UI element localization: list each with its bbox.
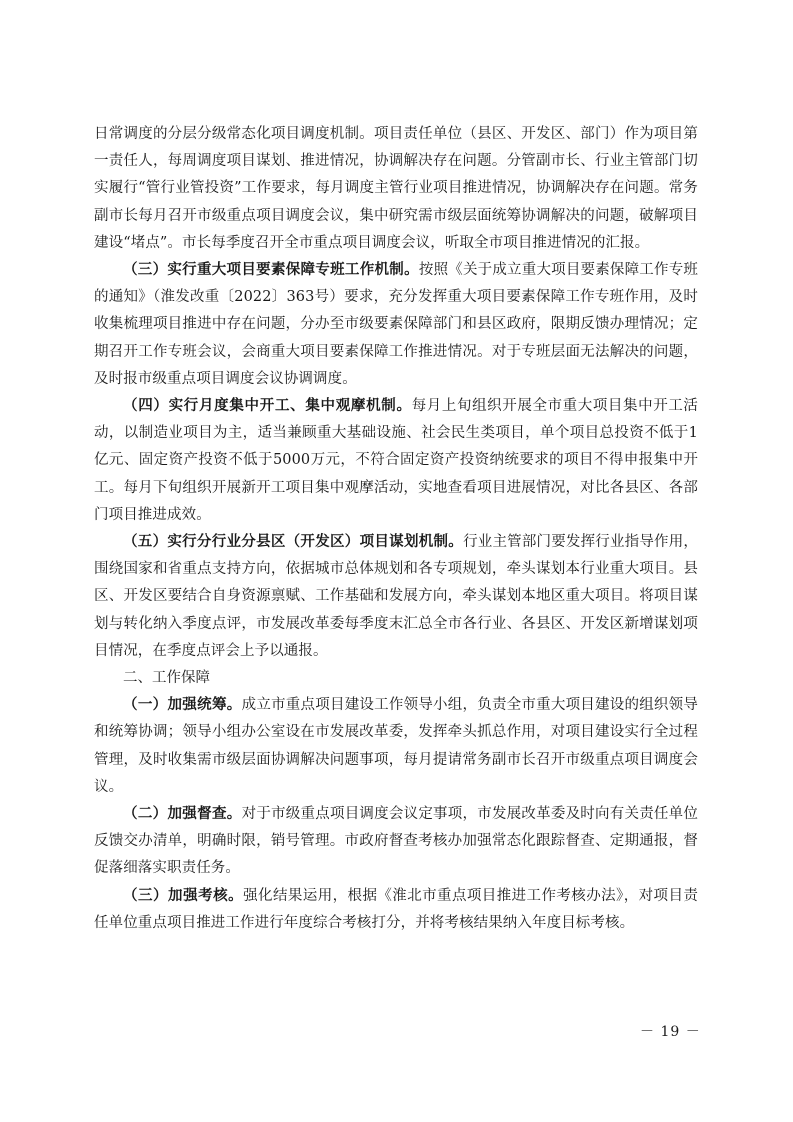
paragraph-text: 成立市重点项目建设工作领导小组，负责全市重大项目建设的组织领导和统筹协调；领导小组办公室设在市发展改革委，发挥牵头抓总作用，对项目建设实行全过程管理，及时收集需市级层面协调解决问题事项，每月提请常务副市长召开市级重点项目调度会议。 [94,697,698,795]
section-heading: 二、工作保障 [123,670,210,687]
document-body [94,121,698,937]
paragraph-guarantee-1 [94,692,698,801]
paragraph-mechanism-3 [94,257,698,393]
paragraph-mechanism-5 [94,529,698,665]
page-number: － 19 － [640,1024,701,1040]
paragraph-lead: （三）加强考核。 [123,887,244,904]
paragraph-lead: （四）实行月度集中开工、集中观摩机制。 [123,398,412,415]
paragraph-lead: （五）实行分行业分县区（开发区）项目谋划机制。 [123,534,464,551]
paragraph-text: 每月上旬组织开展全市重大项目集中开工活动，以制造业项目为主，适当兼顾重大基础设施、社会民生类项目，单个项目总投资不低于1亿元、固定资产投资不低于5000万元，不符合固定资产投资纳统要求的项目不得申报集中开工。每月下旬组织开展新开工项目集中观摩活动，实地查看项目进展情况，对比各县区、各部门项目推进成效。 [94,398,698,523]
paragraph-text: 按照《关于成立重大项目要素保障工作专班的通知》（淮发改重〔2022〕363号）要求，充分发挥重大项目要素保障工作专班作用，及时收集梳理项目推进中存在问题，分办至市级要素保障部门和县区政府，限期反馈办理情况；定期召开工作专班会议，会商重大项目要素保障工作推进情况。对于专班层面无法解决的问题，及时报市级重点项目调度会议协调调度。 [94,262,698,387]
paragraph-continued [94,121,698,257]
paragraph-text: 行业主管部门要发挥行业指导作用，围绕国家和省重点支持方向，依据城市总体规划和各专项规划，牵头谋划本行业重大项目。县区、开发区要结合自身资源禀赋、工作基础和发展方向，牵头谋划本地区重大项目。将项目谋划与转化纳入季度点评，市发展改革委每季度末汇总全市各行业、各县区、开发区新增谋划项目情况，在季度点评会上予以通报。 [94,534,698,659]
paragraph-text: 对于市级重点项目调度会议定事项，市发展改革委及时向有关责任单位反馈交办清单，明确时限，销号管理。市政府督查考核办加强常态化跟踪督查、定期通报，督促落细落实职责任务。 [94,806,698,877]
paragraph-guarantee-2 [94,801,698,883]
paragraph-guarantee-3 [94,883,698,937]
paragraph-text: 日常调度的分层分级常态化项目调度机制。项目责任单位（县区、开发区、部门）作为项目第一责任人，每周调度项目谋划、推进情况，协调解决存在问题。分管副市长、行业主管部门切实履行“管行业管投资”工作要求，每月调度主管行业项目推进情况，协调解决存在问题。常务副市长每月召开市级重点项目调度会议，集中研究需市级层面统筹协调解决的问题，破解项目建设“堵点”。市长每季度召开全市重点项目调度会议，听取全市项目推进情况的汇报。 [94,126,698,251]
paragraph-mechanism-4 [94,393,698,529]
paragraph-lead: （三）实行重大项目要素保障专班工作机制。 [123,262,419,279]
paragraph-lead: （一）加强统筹。 [123,697,242,714]
paragraph-text: 强化结果运用，根据《淮北市重点项目推进工作考核办法》，对项目责任单位重点项目推进工作进行年度综合考核打分，并将考核结果纳入年度目标考核。 [94,887,698,931]
paragraph-lead: （二）加强督查。 [123,806,242,823]
